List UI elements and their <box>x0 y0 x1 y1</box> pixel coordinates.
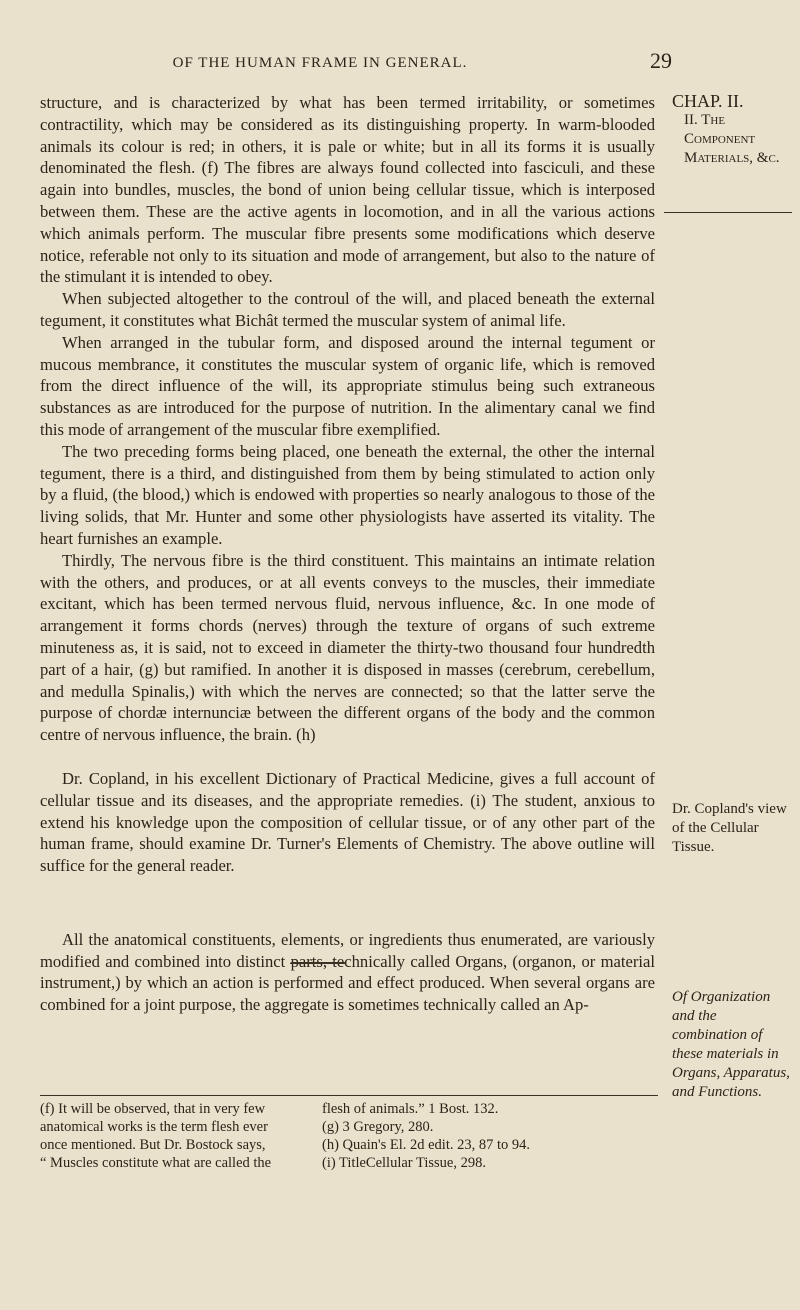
main-text <box>40 92 655 1016</box>
paragraph: When subjected altogether to the controul of the will, and placed beneath the external tegument, it constitutes what Bichât termed the muscular system of animal life. <box>40 289 655 330</box>
margin-note-copland: Dr. Copland's view of the Cellular Tissue. <box>672 801 787 855</box>
footnote-line: (f) It will be observed, that in very few <box>40 1101 266 1117</box>
footnote-column-left <box>40 1100 320 1172</box>
footnote-line: (i) TitleCellular Tissue, 298. <box>322 1155 486 1171</box>
margin-note-chapter <box>672 92 790 168</box>
paragraph: Thirdly, The nervous fibre is the third constituent. This maintains an intimate relation with the others, and produces, or at all events conveys to the muscles, their immediate excitant, which has been termed nervous fluid, nervous influence, &c. In one mode of arrangement it forms chords (nerves) through the texture of organs of such extreme minuteness as, it is said, not to exceed in diameter the thirty-two thousand four hundredth part of a hair, (g) but ramified. In another it is disposed in masses (cerebrum, cerebellum, and medulla Spinalis,) with which the nerves are connected; so that the latter serve the purpose of chordæ internunciæ between the different organs of the body and the common centre of nervous influence, the brain. (h) <box>40 550 655 745</box>
paragraph: structure, and is characterized by what has been termed irritability, or sometimes contractility, which may be considered as its distinguishing property. In warm-blooded animals its colour is red; in others, it is pale or white; but in all its forms it is usually denominated the flesh. (f) The fibres are always found collected into fasciculi, and these again into bundles, muscles, the bond of union being cellular tissue, which is interposed between them. These are the active agents in locomotion, and in all the various actions which animals perform. The muscular fibre presents some modifications which deserve notice, referable not only to its situation and mode of arrangement, but also to the nature of the stimulant it is intended to obey. <box>40 93 655 287</box>
paragraph: The two preceding forms being placed, one beneath the external, the other the internal tegument, there is a third, and distinguished from them by being stimulated to action only by a fluid, (the blood,) which is endowed with properties so nearly analogous to those of the living solids, that Mr. Hunter and some other physiologists have asserted its vitality. The heart furnishes an example. <box>40 441 655 548</box>
margin-divider <box>664 212 792 213</box>
footnote-rule <box>40 1095 658 1096</box>
section-divider-ornament <box>290 962 346 968</box>
paragraph: Dr. Copland, in his excellent Dictionary of Practical Medicine, gives a full account of cellular tissue and its diseases, and the appropriate remedies. (i) The student, anxious to extend his knowledge upon the composition of cellular tissue, or of any other part of the human frame, should examine Dr. Turner's Elements of Chemistry. The above outline will suffice for the general reader. <box>40 768 655 876</box>
footnote-line: “ Muscles constitute what are called the <box>40 1155 272 1171</box>
footnote-line: anatomical works is the term flesh ever <box>40 1119 268 1135</box>
running-head: OF THE HUMAN FRAME IN GENERAL. <box>172 55 468 71</box>
footnote-line: flesh of animals.” 1 Bost. 132. <box>322 1101 499 1117</box>
footnote-line: once mentioned. But Dr. Bostock says, <box>40 1137 266 1153</box>
margin-note-organization: Of Organization and the combination of these materials in Organs, Apparatus, and Functions. <box>672 989 790 1100</box>
footnote-column-right <box>322 1100 662 1172</box>
footnote-line: (g) 3 Gregory, 280. <box>322 1119 434 1135</box>
footnote-line: (h) Quain's El. 2d edit. 23, 87 to 94. <box>322 1137 531 1153</box>
chapter-label: CHAP. II. <box>672 91 744 111</box>
paragraph: When arranged in the tubular form, and disposed around the internal tegument or mucous membrance, it constitutes the muscular system of organic life, which is removed from the direct influence of the will, its appropriate stimulus being such extraneous substances as are introduced for the purpose of nutrition. In the alimentary canal we find this mode of arrangement of the muscular fibre exemplified. <box>40 332 655 439</box>
chapter-subtitle: II. The Component Materials, &c. <box>684 112 780 166</box>
page-number: 29 <box>650 48 672 73</box>
paragraph: All the anatomical constituents, elements, or ingredients thus enumerated, are variously modified and combined into distinct parts, technically called Organs, (organon, or material instrument,) by which an action is performed and effect produced. When several organs are combined for a joint purpose, the aggregate is sometimes technically called an Ap- <box>40 929 655 1015</box>
